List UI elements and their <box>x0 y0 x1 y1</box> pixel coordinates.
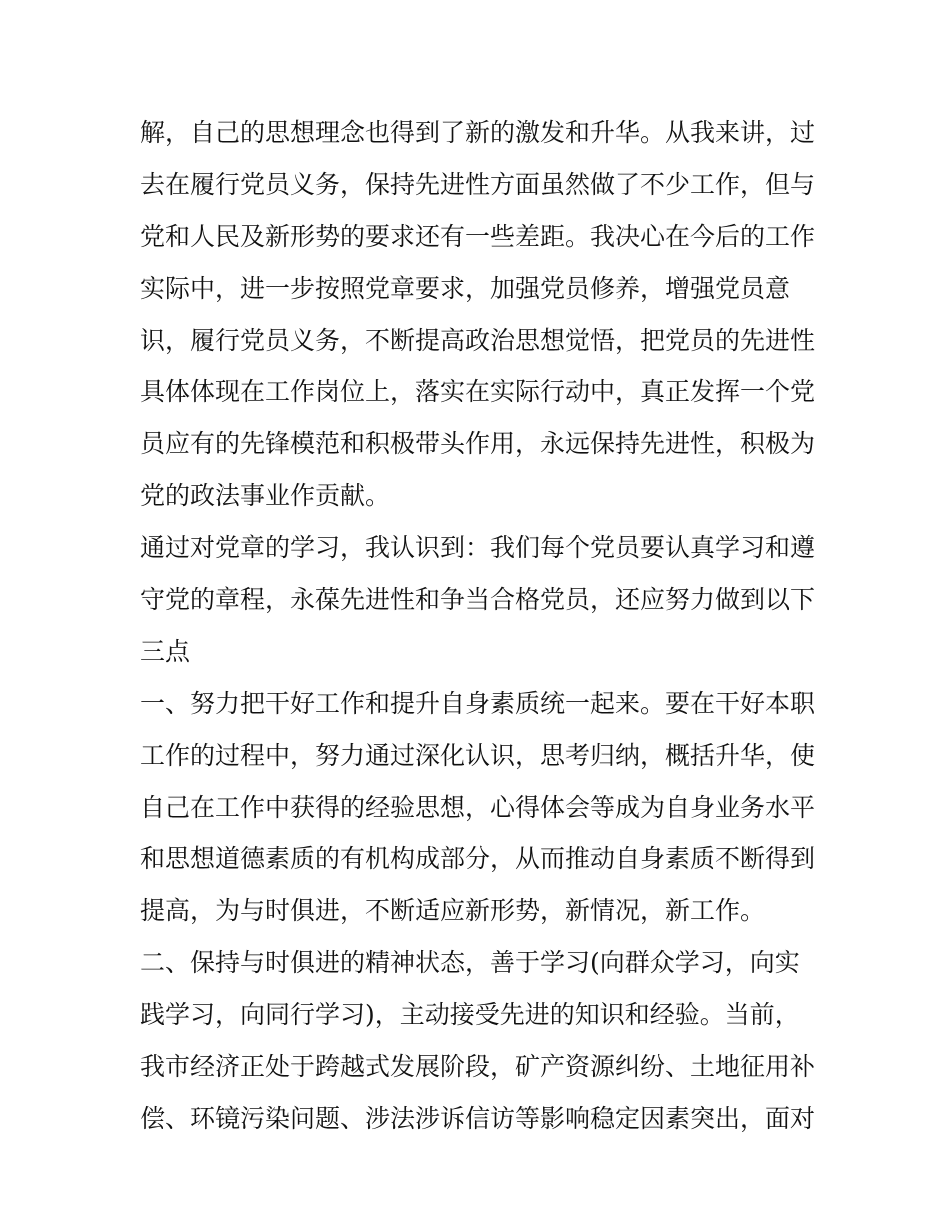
text-line: 三点 <box>140 636 191 666</box>
text-line: 我市经济正处于跨越式发展阶段，矿产资源纠纷、土地征用补 <box>140 1052 816 1082</box>
text-line: 具体体现在工作岗位上，落实在实际行动中，真正发挥一个党 <box>140 377 816 407</box>
text-line: 识，履行党员义务，不断提高政治思想觉悟，把党员的先进性 <box>140 325 816 355</box>
body-text <box>140 107 820 1145</box>
text-line: 去在履行党员义务，保持先进性方面虽然做了不少工作，但与 <box>140 169 816 199</box>
text-line: 工作的过程中，努力通过深化认识，思考归纳，概括升华，使 <box>140 740 816 770</box>
text-line: 党和人民及新形势的要求还有一些差距。我决心在今后的工作 <box>140 221 816 251</box>
text-line: 偿、环镜污染问题、涉法涉诉信访等影响稳定因素突出，面对 <box>140 1103 816 1133</box>
text-line: 一、努力把干好工作和提升自身素质统一起来。要在干好本职 <box>140 688 816 718</box>
text-line: 通过对党章的学习，我认识到：我们每个党员要认真学习和遵 <box>140 533 816 563</box>
text-line: 和思想道德素质的有机构成部分，从而推动自身素质不断得到 <box>140 844 816 874</box>
text-line: 实际中，进一步按照党章要求，加强党员修养，增强党员意 <box>140 273 791 303</box>
text-line: 自己在工作中获得的经验思想，心得体会等成为自身业务水平 <box>140 792 816 822</box>
text-line: 践学习，向同行学习)，主动接受先进的知识和经验。当前， <box>140 1000 800 1030</box>
text-line: 员应有的先锋模范和积极带头作用，永远保持先进性，积极为 <box>140 429 816 459</box>
text-line: 解，自己的思想理念也得到了新的激发和升华。从我来讲，过 <box>140 118 816 147</box>
text-line: 二、保持与时俱进的精神状态，善于学习(向群众学习，向实 <box>140 948 800 978</box>
text-line: 党的政法事业作贡献。 <box>140 481 391 511</box>
text-line: 守党的章程，永葆先进性和争当合格党员，还应努力做到以下 <box>140 585 816 615</box>
text-line: 提高，为与时俱进，不断适应新形势，新情况，新工作。 <box>140 896 766 926</box>
